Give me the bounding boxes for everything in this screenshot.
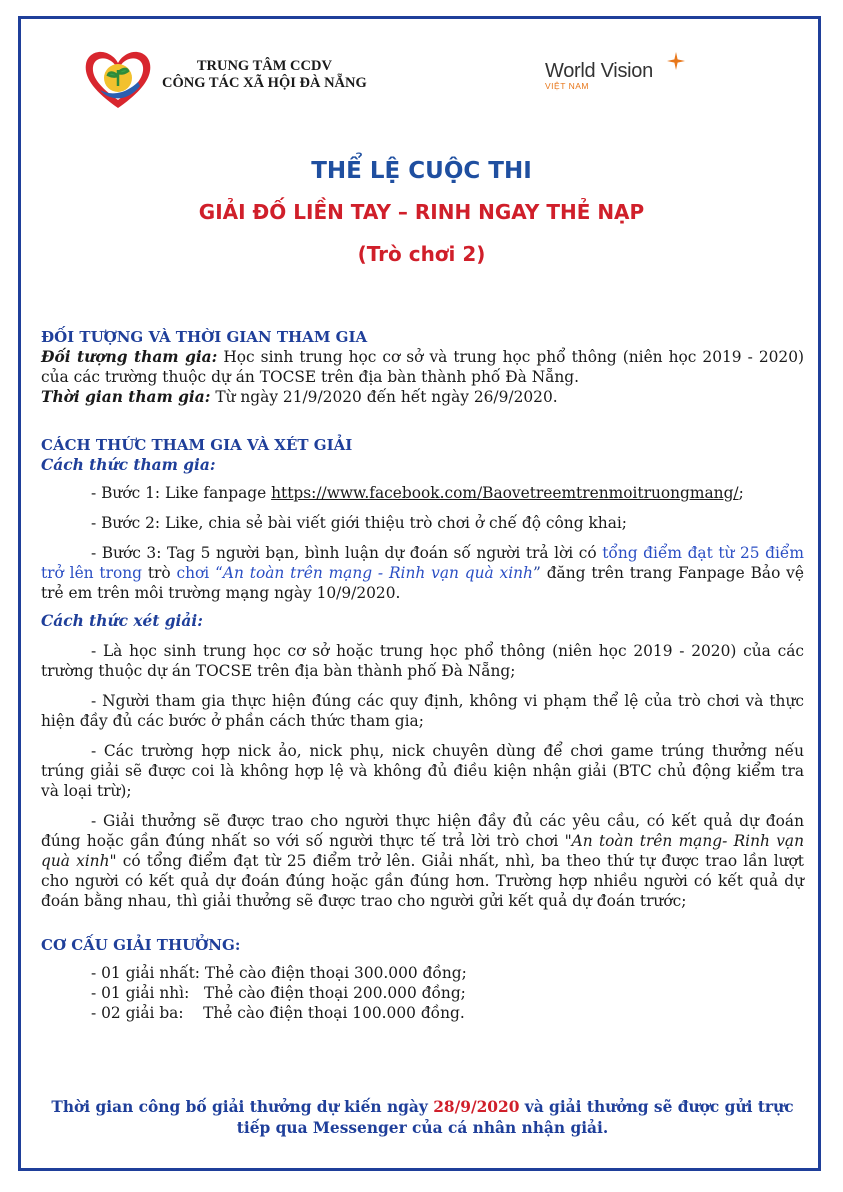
org-line1: TRUNG TÂM CCDV	[196, 58, 332, 74]
participants-text: Học sinh trung học cơ sở và trung học phổ thông (niên học 2019 - 2020) của các trường thuộc dự án TOCSE trên địa bàn thành phố Đà Nẵng.	[41, 348, 804, 386]
time-text: Từ ngày 21/9/2020 đến hết ngày 26/9/2020.	[210, 388, 558, 406]
participants-paragraph	[41, 347, 804, 387]
announcement-text-2: và giải thưởng sẽ được gửi trực tiếp qua Messenger của cá nhân nhận giải.	[236, 1098, 794, 1137]
title-game-number: (Trò chơi 2)	[357, 242, 486, 266]
title-contest-name: GIẢI ĐỐ LIỀN TAY – RINH NGAY THẺ NẠP	[198, 200, 645, 224]
time-label: Thời gian tham gia:	[41, 388, 211, 406]
announcement-date: 28/9/2020	[433, 1098, 520, 1116]
partner-subtitle: VIỆT NAM	[545, 81, 589, 91]
step3-text-c: trò	[142, 564, 177, 582]
world-vision-logo	[545, 60, 653, 91]
org-line2: CÔNG TÁC XÃ HỘI ĐÀ NẴNG	[162, 75, 367, 91]
orange-star-icon	[667, 52, 685, 70]
step1-suffix: ;	[738, 484, 744, 502]
prize-third: - 02 giải ba: Thẻ cào điện thoại 100.000 đồng.	[91, 1004, 465, 1022]
announcement-text-1: Thời gian công bố giải thưởng dự kiến ngày	[51, 1098, 434, 1116]
step-2: - Bước 2: Like, chia sẻ bài viết giới thiệu trò chơi ở chế độ công khai;	[91, 514, 627, 532]
partner-name: World Vision	[545, 60, 653, 82]
award-method-label: Cách thức xét giải:	[41, 612, 203, 630]
announcement-note	[41, 1097, 804, 1139]
rules-body	[41, 327, 804, 1023]
time-paragraph	[41, 387, 804, 407]
title-main: THỂ LỆ CUỘC THI	[311, 158, 532, 184]
step-3	[41, 543, 804, 603]
section-participants-heading: ĐỐI TƯỢNG VÀ THỜI GIAN THAM GIA	[41, 328, 368, 346]
step3-quote-close: ”	[532, 564, 541, 582]
step1-prefix: - Bước 1: Like fanpage	[91, 484, 272, 502]
participants-label: Đối tượng tham gia:	[41, 348, 218, 366]
prize-first: - 01 giải nhất: Thẻ cào điện thoại 300.000 đồng;	[91, 964, 467, 982]
award-rule-4	[41, 811, 804, 911]
heart-hands-logo-icon	[82, 46, 154, 112]
step3-score-highlight: tổng điểm đạt từ 25 điểm trở lên trong	[41, 544, 804, 582]
fanpage-link[interactable]: https://www.facebook.com/Baovetreemtrenmoitruongmang/	[271, 484, 739, 502]
rule4-text-a: - Giải thưởng sẽ được trao cho người thực hiện đầy đủ các yêu cầu, có kết quả dự đoán đúng hoặc gần đúng nhất so với số người thực tế trả lời trò chơi "	[41, 812, 804, 850]
section-prizes-heading: CƠ CẤU GIẢI THƯỞNG:	[41, 936, 241, 954]
step3-text-d: chơi “	[176, 564, 223, 582]
step3-text-g: đăng trên trang Fanpage Bảo vệ trẻ em trên môi trường mạng ngày 10/9/2020.	[41, 564, 804, 602]
step3-text-a: - Bước 3: Tag 5 người bạn, bình luận dự đoán số người trả lời có	[91, 544, 603, 562]
prize-second: - 01 giải nhì: Thẻ cào điện thoại 200.000 đồng;	[91, 984, 466, 1002]
award-rule-1: - Là học sinh trung học cơ sở hoặc trung học phổ thông (niên học 2019 - 2020) của các trường thuộc dự án TOCSE trên địa bàn thành phố Đà Nẵng;	[41, 642, 804, 680]
section-method-heading: CÁCH THỨC THAM GIA VÀ XÉT GIẢI	[41, 436, 353, 454]
award-rule-3: - Các trường hợp nick ảo, nick phụ, nick chuyên dùng để chơi game trúng thưởng nếu trúng giải sẽ được coi là không hợp lệ và không đủ điều kiện nhận giải (BTC chủ động kiểm tra và loại trừ);	[41, 742, 804, 800]
organization-name	[162, 58, 367, 92]
step-1	[41, 483, 804, 503]
rule4-text-c: " có tổng điểm đạt từ 25 điểm trở lên. Giải nhất, nhì, ba theo thứ tự được trao lần lượt cho người có kết quả dự đoán đúng hoặc gần đúng hơn. Trường hợp nhiều người có kết quả dự đoán bằng nhau, thì giải thưởng sẽ được trao cho người gửi kết quả dự đoán trước;	[41, 852, 804, 910]
award-rule-2: - Người tham gia thực hiện đúng các quy định, không vi phạm thể lệ của trò chơi và thực hiện đầy đủ các bước ở phần cách thức tham gia;	[41, 692, 804, 730]
step3-game-name: An toàn trên mạng - Rinh vạn quà xinh	[222, 564, 533, 582]
participate-method-label: Cách thức tham gia:	[41, 456, 216, 474]
rule4-game-name: An toàn trên mạng- Rinh vạn quà xinh	[41, 832, 804, 870]
